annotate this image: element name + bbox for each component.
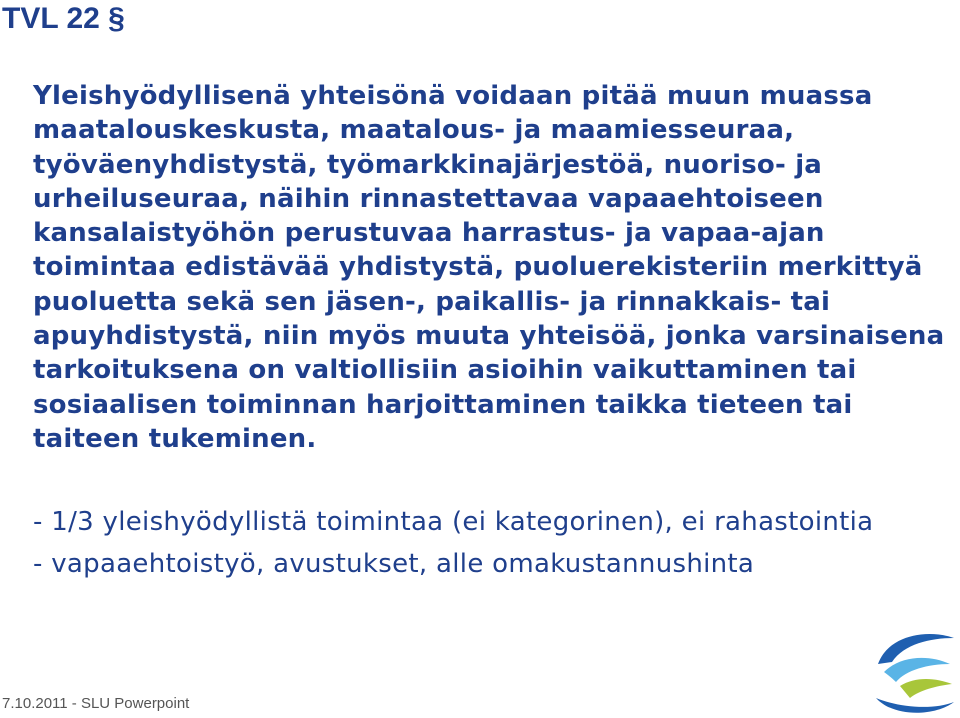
logo-swirl-bottom <box>876 698 954 713</box>
bullet-list <box>33 505 953 581</box>
slide-title: TVL 22 § <box>2 2 125 35</box>
slide-paragraph: Yleishyödyllisenä yhteisönä voidaan pitää muun muassa maatalouskeskusta, maatalous- ja maamiesseuraa, työväenyhdistystä, työmarkkinajärjestöä, nuoriso- ja urheiluseuraa, näihin rinnastettavaa vapaaehtoiseen kansalaistyöhön perustuvaa harrastus- ja vapaa-ajan toimintaa edistävää yhdistystä, puoluerekisteriin merkittyä puoluetta sekä sen jäsen-, paikallis- ja rinnakkais- tai apuyhdistystä, niin myös muuta yhteisöä, jonka varsinaisena tarkoituksena on valtiollisiin asioihin vaikuttaminen tai sosiaalisen toiminnan harjoittaminen taikka tieteen tai taiteen tukeminen. <box>33 81 945 454</box>
logo-swirl-middle <box>884 658 950 682</box>
bullet-item-2: - vapaaehtoistyö, avustukset, alle omakustannushinta <box>33 549 755 579</box>
footer-text: 7.10.2011 - SLU Powerpoint <box>2 695 190 712</box>
slu-swirl-logo-icon <box>870 628 956 714</box>
bullet-item-1: - 1/3 yleishyödyllistä toimintaa (ei kategorinen), ei rahastointia <box>33 507 874 537</box>
logo-swirl-accent <box>900 679 952 698</box>
